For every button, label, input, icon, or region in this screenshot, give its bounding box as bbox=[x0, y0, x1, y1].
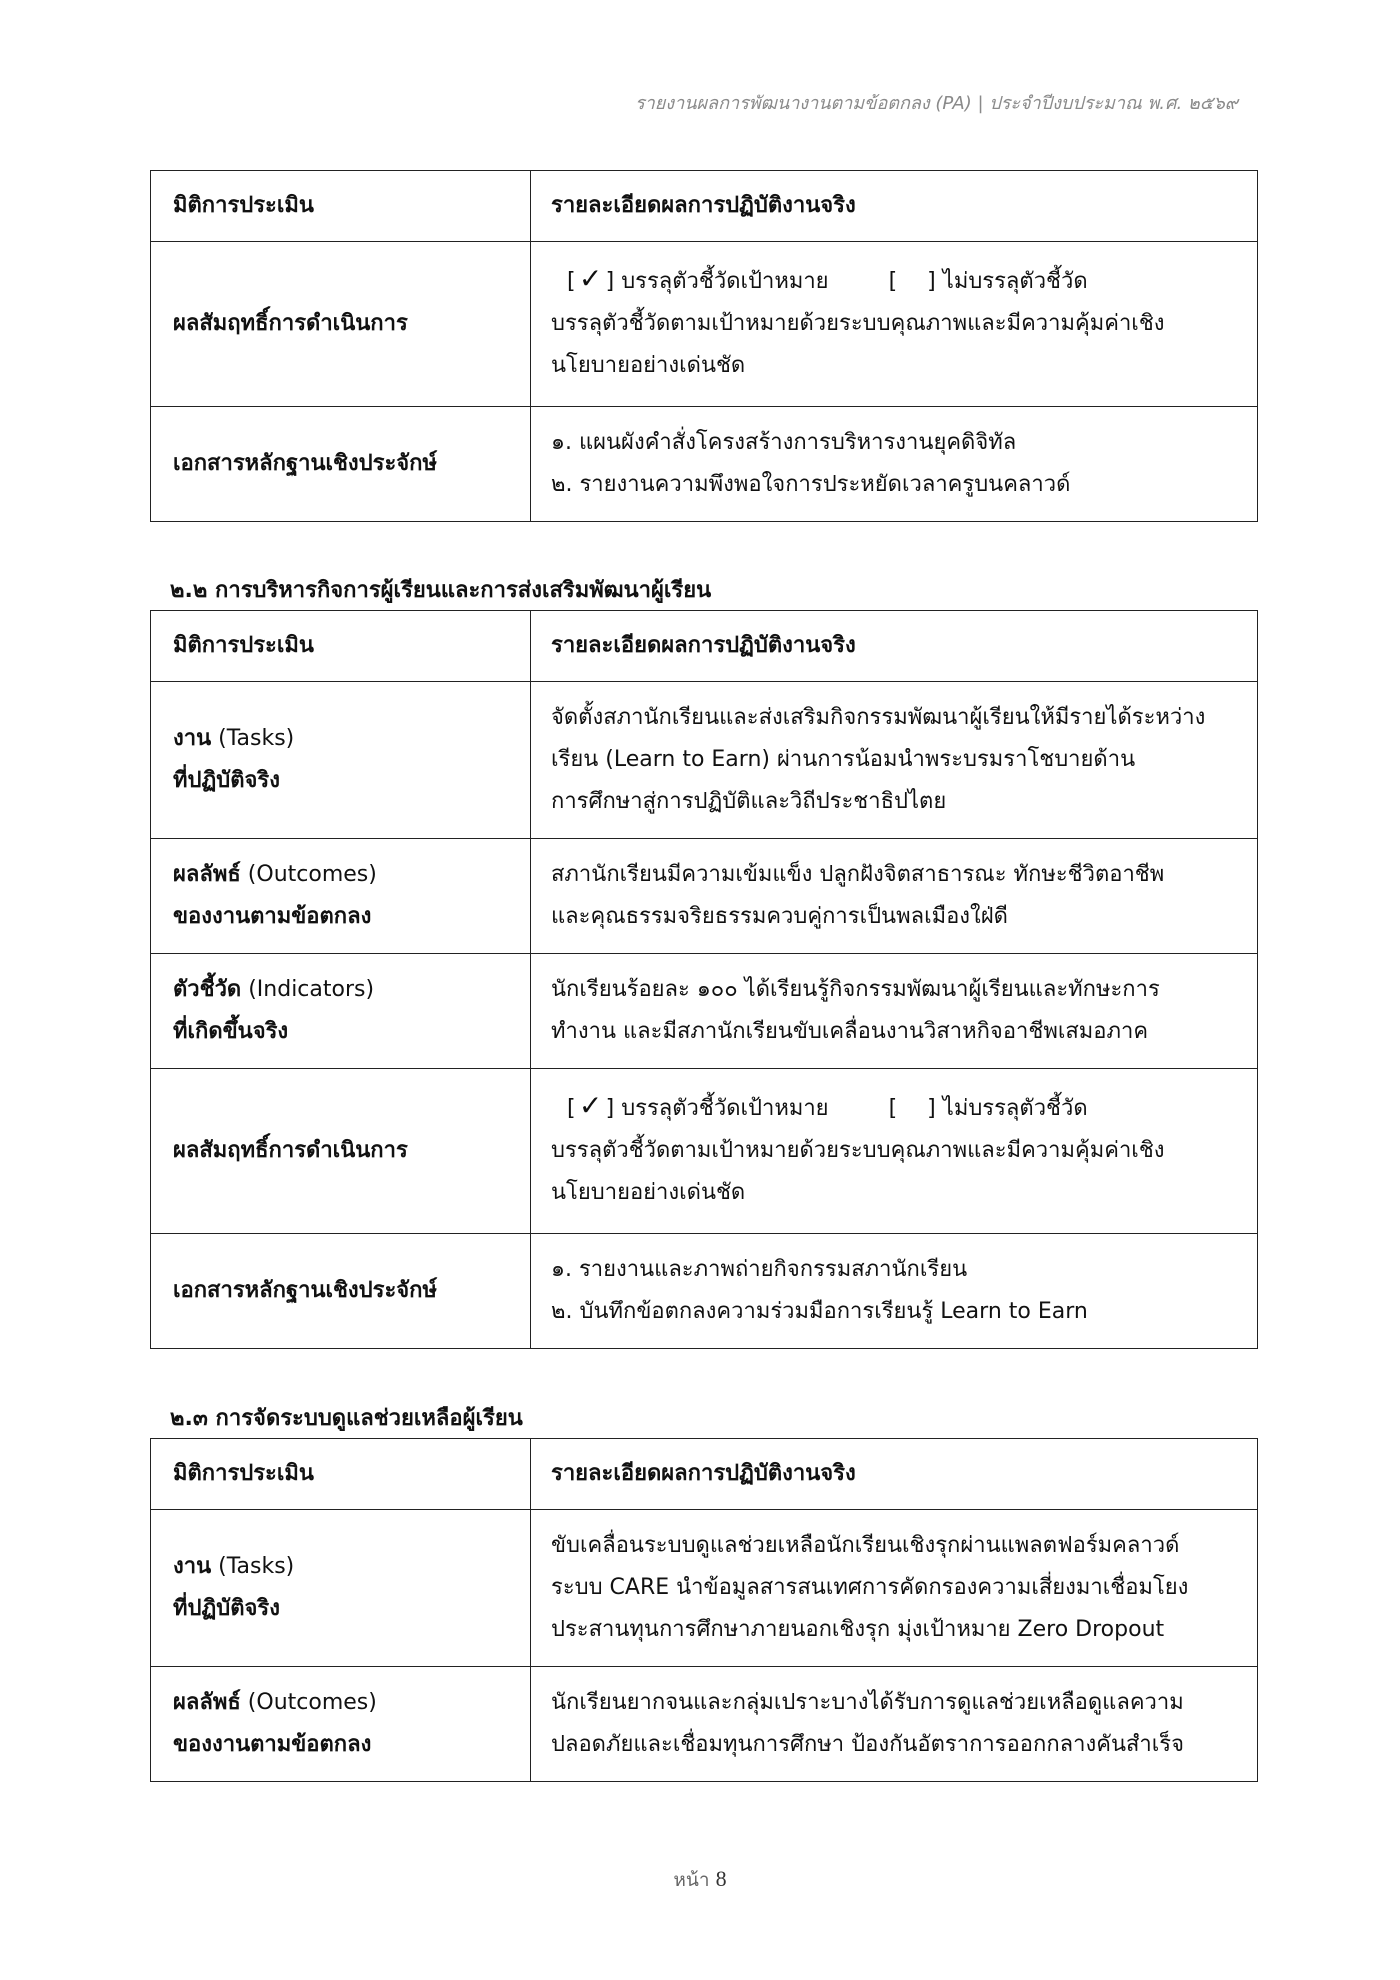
option-met: บรรลุตัวชี้วัดเป้าหมาย bbox=[621, 1096, 829, 1121]
achievement-checklist: [ ✓ ] บรรลุตัวชี้วัดเป้าหมาย [ ] ไม่บรรลุตัวชี้วัด bbox=[567, 262, 1088, 295]
row-indicators bbox=[151, 954, 1258, 1069]
header-details: รายละเอียดผลการปฏิบัติงานจริง bbox=[531, 1439, 1258, 1510]
evidence-item: ๒. บันทึกข้อตกลงความร่วมมือการเรียนรู้ Learn to Earn bbox=[551, 1299, 1088, 1324]
row-outcomes bbox=[151, 839, 1258, 954]
row-achievement bbox=[151, 242, 1258, 407]
outcomes-details: สภานักเรียนมีความเข้มแข็ง ปลูกฝังจิตสาธารณะ ทักษะชีวิตอาชีพ และคุณธรรมจริยธรรมควบคู่การเป็นพลเมืองใฝ่ดี bbox=[531, 839, 1258, 954]
evidence-details bbox=[531, 407, 1258, 522]
header-dimension: มิติการประเมิน bbox=[151, 611, 531, 682]
section-heading-2-3: ๒.๓ การจัดระบบดูแลช่วยเหลือผู้เรียน bbox=[170, 1406, 523, 1431]
header-dimension: มิติการประเมิน bbox=[151, 171, 531, 242]
tasks-label: งาน (Tasks) ที่ปฏิบัติจริง bbox=[151, 1510, 531, 1667]
evidence-label: เอกสารหลักฐานเชิงประจักษ์ bbox=[151, 1234, 531, 1349]
achievement-label: ผลสัมฤทธิ์การดำเนินการ bbox=[151, 1069, 531, 1234]
evidence-item: ๑. แผนผังคำสั่งโครงสร้างการบริหารงานยุคดิจิทัล bbox=[551, 430, 1017, 455]
option-not-met: ไม่บรรลุตัวชี้วัด bbox=[942, 1096, 1088, 1121]
evidence-details bbox=[531, 1234, 1258, 1349]
section-heading-2-2: ๒.๒ การบริหารกิจการผู้เรียนและการส่งเสริมพัฒนาผู้เรียน bbox=[170, 578, 712, 603]
header-details: รายละเอียดผลการปฏิบัติงานจริง bbox=[531, 171, 1258, 242]
row-tasks bbox=[151, 1510, 1258, 1667]
option-not-met: ไม่บรรลุตัวชี้วัด bbox=[942, 269, 1088, 294]
row-evidence bbox=[151, 1234, 1258, 1349]
table-header-row bbox=[151, 611, 1258, 682]
tasks-details: ขับเคลื่อนระบบดูแลช่วยเหลือนักเรียนเชิงรุกผ่านแพลตฟอร์มคลาวด์ ระบบ CARE นำข้อมูลสารสนเทศการคัดกรองความเสี่ยงมาเชื่อมโยง ประสานทุนการศึกษาภายนอกเชิงรุก มุ่งเป้าหมาย Zero Dropout bbox=[531, 1510, 1258, 1667]
outcomes-label: ผลลัพธ์ (Outcomes) ของงานตามข้อตกลง bbox=[151, 1667, 531, 1782]
tasks-details: จัดตั้งสภานักเรียนและส่งเสริมกิจกรรมพัฒนาผู้เรียนให้มีรายได้ระหว่าง เรียน (Learn to Earn) ผ่านการน้อมนำพระบรมราโชบายด้าน การศึกษาสู่การปฏิบัติและวิถีประชาธิปไตย bbox=[531, 682, 1258, 839]
row-tasks bbox=[151, 682, 1258, 839]
achievement-line: นโยบายอย่างเด่นชัด bbox=[551, 1180, 746, 1205]
indicators-details: นักเรียนร้อยละ ๑๐๐ ได้เรียนรู้กิจกรรมพัฒนาผู้เรียนและทักษะการ ทำงาน และมีสภานักเรียนขับเคลื่อนงานวิสาหกิจอาชีพเสมอภาค bbox=[531, 954, 1258, 1069]
table-header-row bbox=[151, 171, 1258, 242]
page-label: หน้า bbox=[673, 1869, 710, 1891]
table-section-2-2 bbox=[150, 610, 1258, 1349]
achievement-line: บรรลุตัวชี้วัดตามเป้าหมายด้วยระบบคุณภาพและมีความคุ้มค่าเชิง bbox=[551, 1138, 1165, 1163]
evidence-item: ๒. รายงานความพึงพอใจการประหยัดเวลาครูบนคลาวด์ bbox=[551, 472, 1071, 497]
achievement-details bbox=[531, 1069, 1258, 1234]
outcomes-details: นักเรียนยากจนและกลุ่มเปราะบางได้รับการดูแลช่วยเหลือดูแลความ ปลอดภัยและเชื่อมทุนการศึกษา ป้องกันอัตราการออกกลางคันสำเร็จ bbox=[531, 1667, 1258, 1782]
header-dimension: มิติการประเมิน bbox=[151, 1439, 531, 1510]
achievement-line: บรรลุตัวชี้วัดตามเป้าหมายด้วยระบบคุณภาพและมีความคุ้มค่าเชิง bbox=[551, 311, 1165, 336]
page-number bbox=[0, 1865, 1400, 1895]
achievement-details bbox=[531, 242, 1258, 407]
row-achievement bbox=[151, 1069, 1258, 1234]
running-header: รายงานผลการพัฒนางานตามข้อตกลง (PA) | ประจำปีงบประมาณ พ.ศ. ๒๕๖๙ bbox=[634, 93, 1238, 114]
checkmark-icon: ✓ bbox=[578, 1089, 603, 1122]
achievement-label: ผลสัมฤทธิ์การดำเนินการ bbox=[151, 242, 531, 407]
achievement-checklist: [ ✓ ] บรรลุตัวชี้วัดเป้าหมาย [ ] ไม่บรรลุตัวชี้วัด bbox=[567, 1089, 1088, 1122]
table-header-row bbox=[151, 1439, 1258, 1510]
table-section-2-3 bbox=[150, 1438, 1258, 1782]
evidence-item: ๑. รายงานและภาพถ่ายกิจกรรมสภานักเรียน bbox=[551, 1257, 968, 1282]
option-met: บรรลุตัวชี้วัดเป้าหมาย bbox=[621, 269, 829, 294]
table-section-2-1 bbox=[150, 170, 1258, 522]
achievement-line: นโยบายอย่างเด่นชัด bbox=[551, 353, 746, 378]
checkmark-icon: ✓ bbox=[578, 262, 603, 295]
row-outcomes bbox=[151, 1667, 1258, 1782]
outcomes-label: ผลลัพธ์ (Outcomes) ของงานตามข้อตกลง bbox=[151, 839, 531, 954]
page-number-value: 8 bbox=[715, 1866, 727, 1891]
evidence-label: เอกสารหลักฐานเชิงประจักษ์ bbox=[151, 407, 531, 522]
row-evidence bbox=[151, 407, 1258, 522]
header-details: รายละเอียดผลการปฏิบัติงานจริง bbox=[531, 611, 1258, 682]
tasks-label: งาน (Tasks) ที่ปฏิบัติจริง bbox=[151, 682, 531, 839]
indicators-label: ตัวชี้วัด (Indicators) ที่เกิดขึ้นจริง bbox=[151, 954, 531, 1069]
